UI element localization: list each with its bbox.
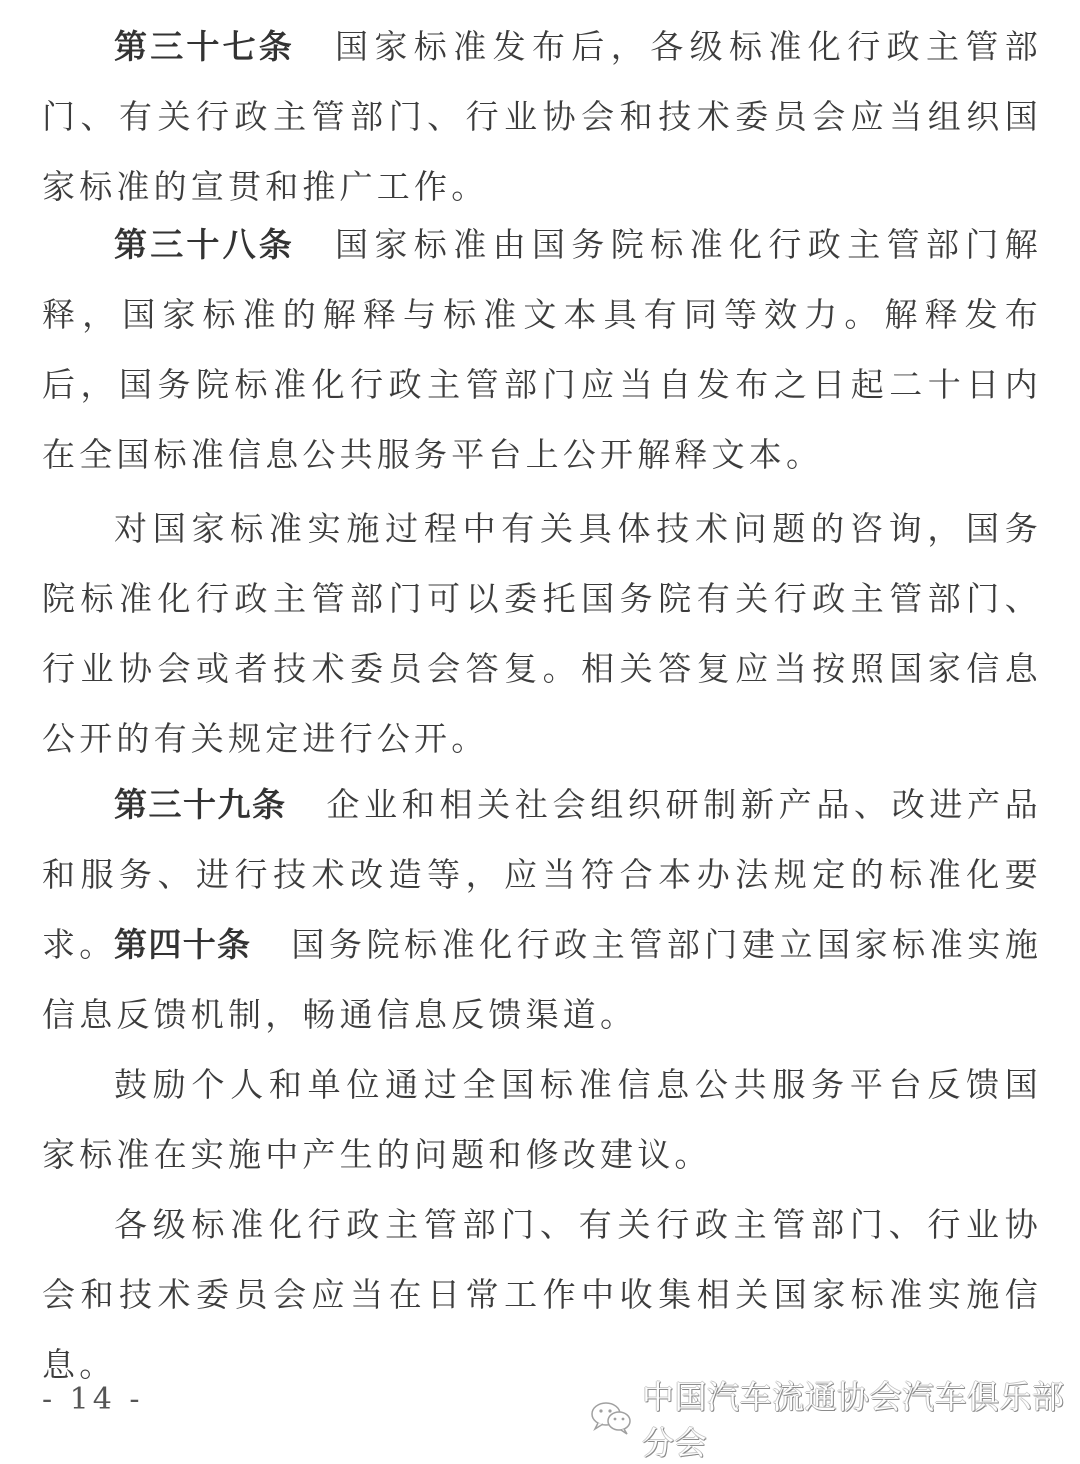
- article-37: [42, 12, 1042, 222]
- article-text: 企业和相关社会组织研制新产品、改进产品和服务、进行技术改造等，应当符合本办法规定的标准化要求。: [42, 785, 1042, 964]
- source-watermark: [590, 1372, 1080, 1464]
- article-38-paragraph-2: [42, 494, 1042, 774]
- article-text: 国务院标准化行政主管部门建立国家标准实施信息反馈机制，畅通信息反馈渠道。: [42, 925, 1043, 1034]
- paragraph-text: 各级标准化行政主管部门、有关行政主管部门、行业协会和技术委员会应当在日常工作中收集相关国家标准实施信息。: [42, 1205, 1042, 1384]
- wechat-icon: [590, 1400, 634, 1436]
- article-number: 第三十八条: [114, 225, 295, 264]
- watermark-text: 中国汽车流通协会汽车俱乐部分会: [642, 1378, 1065, 1462]
- page-number: - 14 -: [42, 1382, 144, 1417]
- article-40-paragraph-2: [42, 1050, 1042, 1190]
- paragraph-text: 对国家标准实施过程中有关具体技术问题的咨询，国务院标准化行政主管部门可以委托国务院有关行政主管部门、行业协会或者技术委员会答复。相关答复应当按照国家信息公开的有关规定进行公开。: [42, 509, 1042, 758]
- article-40-paragraph-3: [42, 1190, 1042, 1400]
- article-38: [42, 210, 1042, 490]
- paragraph-text: 鼓励个人和单位通过全国标准信息公共服务平台反馈国家标准在实施中产生的问题和修改建议。: [42, 1065, 1042, 1174]
- article-text: 国家标准发布后，各级标准化行政主管部门、有关行政主管部门、行业协会和技术委员会应当组织国家标准的宣贯和推广工作。: [42, 27, 1042, 206]
- article-text: 国家标准由国务院标准化行政主管部门解释，国家标准的解释与标准文本具有同等效力。解释发布后，国务院标准化行政主管部门应当自发布之日起二十日内在全国标准信息公共服务平台上公开解释文本。: [42, 225, 1042, 474]
- article-40: [42, 910, 1042, 1050]
- article-number: 第三十七条: [114, 27, 295, 66]
- article-number: 第四十条: [114, 925, 252, 964]
- article-number: 第三十九条: [114, 785, 287, 824]
